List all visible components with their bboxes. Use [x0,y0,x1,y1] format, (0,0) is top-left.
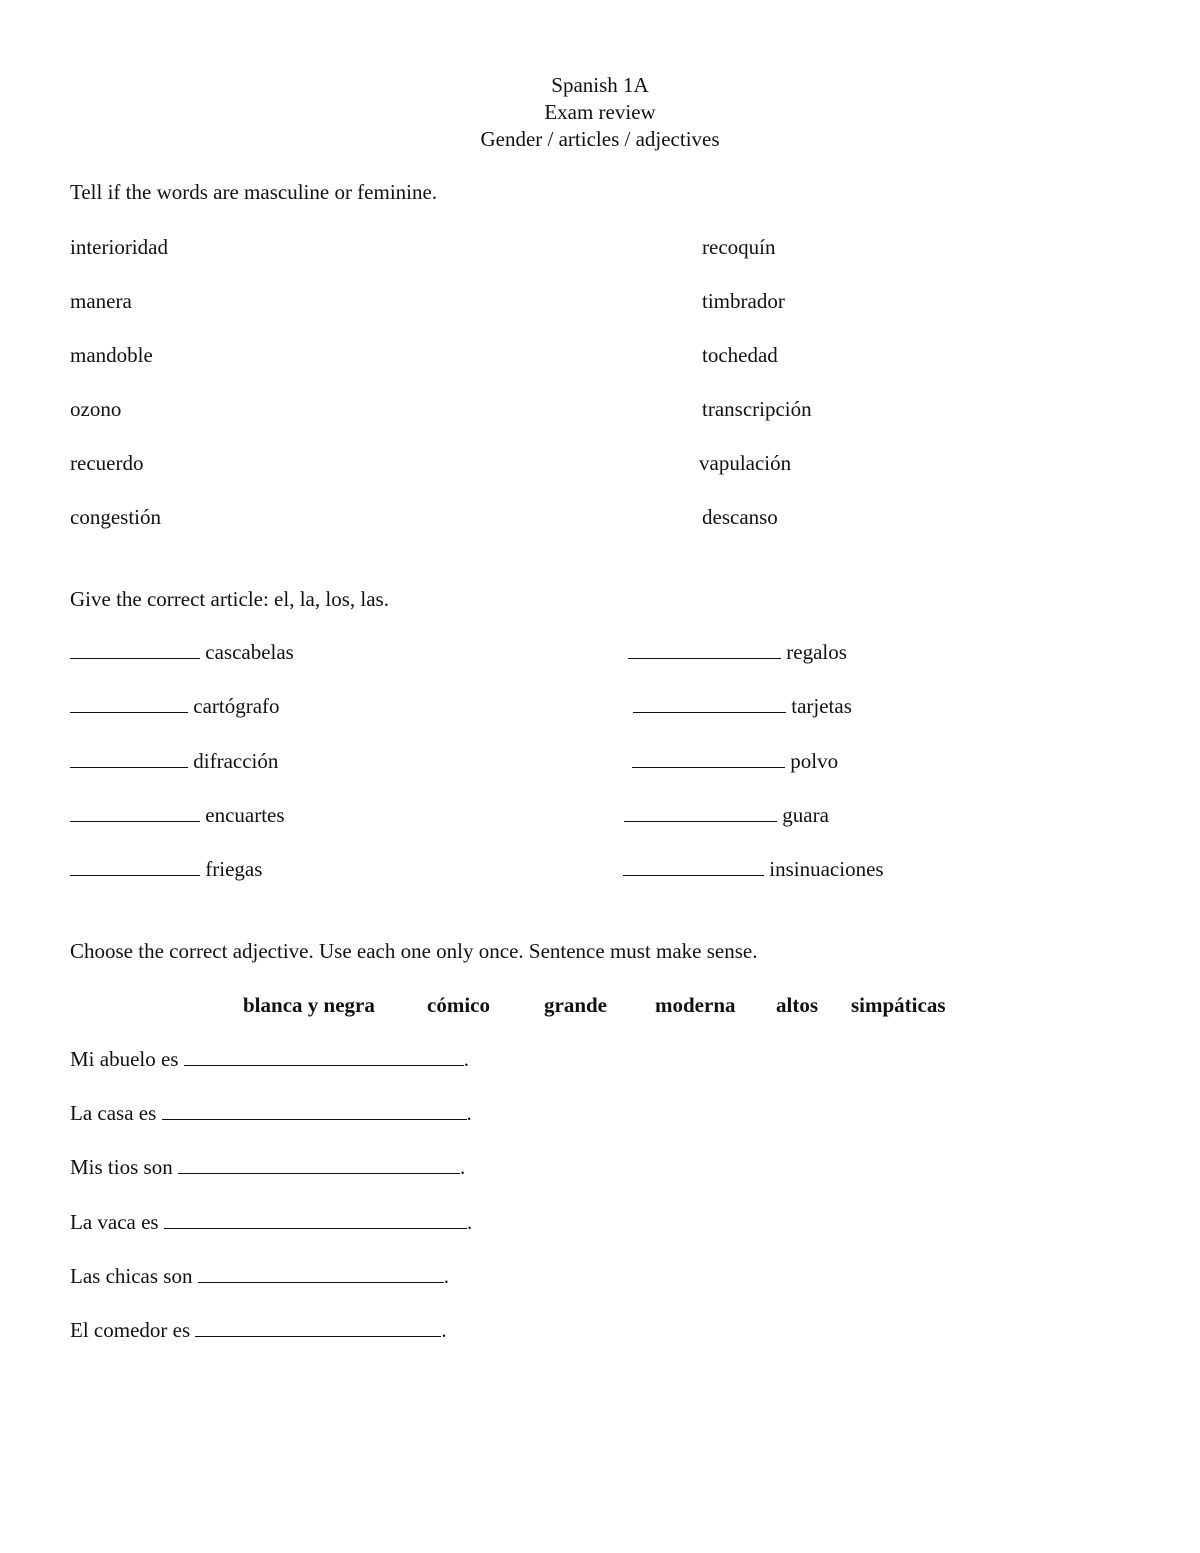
article-noun: cartógrafo [193,694,280,718]
article-noun: friegas [205,857,263,881]
article-item [628,640,847,665]
answer-blank[interactable] [70,640,200,659]
sentence-period: . [466,1101,472,1125]
answer-blank[interactable] [70,857,200,876]
article-noun: guara [782,803,829,827]
answer-blank[interactable] [628,640,781,659]
answer-blank[interactable] [198,1264,444,1283]
word-bank-item: moderna [655,993,736,1017]
gender-word: vapulación [699,451,792,475]
word-bank-item: altos [776,993,818,1017]
gender-word: congestión [70,505,161,529]
sentence-stem: Mi abuelo es [70,1047,179,1071]
sentence-period: . [441,1318,447,1342]
answer-blank[interactable] [633,694,786,713]
answer-blank[interactable] [162,1101,467,1120]
article-noun: tarjetas [791,694,852,718]
article-noun: cascabelas [205,640,294,664]
article-noun: difracción [193,749,279,773]
gender-instruction: Tell if the words are masculine or feminine. [70,180,438,204]
answer-blank[interactable] [623,857,764,876]
answer-blank[interactable] [624,803,777,822]
article-item [70,694,280,719]
sentence-item [70,1264,449,1289]
gender-word: mandoble [70,343,153,367]
word-bank-item: grande [544,993,607,1017]
article-noun: regalos [786,640,847,664]
answer-blank[interactable] [632,749,785,768]
article-item [70,857,262,882]
article-noun: insinuaciones [769,857,884,881]
sentence-period: . [443,1264,449,1288]
sentence-stem: La vaca es [70,1210,159,1234]
sentence-item [70,1318,447,1343]
article-item [623,857,884,882]
article-item [70,803,285,828]
article-item [624,803,829,828]
gender-word: recuerdo [70,451,144,475]
article-instruction: Give the correct article: el, la, los, las. [70,587,389,611]
word-bank-item: simpáticas [851,993,946,1017]
article-noun: encuartes [205,803,285,827]
gender-word: manera [70,289,132,313]
article-item [70,640,294,665]
answer-blank[interactable] [184,1047,464,1066]
gender-word: timbrador [702,289,785,313]
sentence-stem: Las chicas son [70,1264,193,1288]
gender-word: ozono [70,397,122,421]
answer-blank[interactable] [164,1210,467,1229]
gender-word: interioridad [70,235,168,259]
word-bank-item: blanca y negra [243,993,375,1017]
page-title: Spanish 1A [551,73,649,97]
article-noun: polvo [790,749,839,773]
sentence-stem: El comedor es [70,1318,191,1342]
article-item [70,749,278,774]
page-topic: Gender / articles / adjectives [480,127,720,151]
gender-word: tochedad [702,343,778,367]
gender-word: transcripción [702,397,812,421]
sentence-item [70,1210,472,1235]
gender-word: recoquín [702,235,776,259]
answer-blank[interactable] [178,1155,460,1174]
word-bank-item: cómico [427,993,490,1017]
answer-blank[interactable] [70,803,200,822]
answer-blank[interactable] [195,1318,441,1337]
adjective-instruction: Choose the correct adjective. Use each one only once. Sentence must make sense. [70,939,758,963]
sentence-item [70,1101,472,1126]
article-item [633,694,852,719]
answer-blank[interactable] [70,749,188,768]
article-item [632,749,838,774]
answer-blank[interactable] [70,694,188,713]
sentence-stem: Mis tios son [70,1155,173,1179]
sentence-period: . [466,1210,473,1234]
page-subtitle: Exam review [544,100,656,124]
sentence-period: . [463,1047,469,1071]
sentence-stem: La casa es [70,1101,157,1125]
sentence-item [70,1047,469,1072]
gender-word: descanso [702,505,778,529]
sentence-period: . [459,1155,466,1179]
sentence-item [70,1155,465,1180]
